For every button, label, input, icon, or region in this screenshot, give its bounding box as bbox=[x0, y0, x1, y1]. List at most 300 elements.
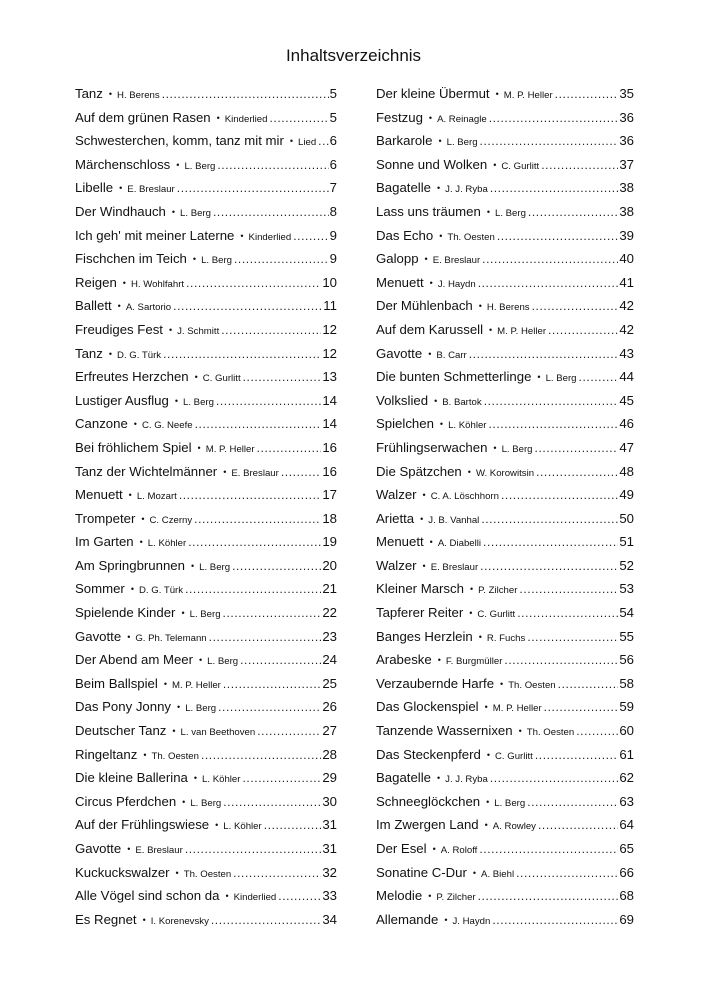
piece-title: Ballett bbox=[75, 298, 112, 314]
dot-leader bbox=[544, 700, 619, 714]
toc-entry bbox=[75, 110, 337, 134]
dot-leader bbox=[162, 87, 329, 101]
dot-leader bbox=[480, 559, 618, 573]
toc-entry bbox=[75, 157, 337, 181]
piece-title: Der Esel bbox=[376, 841, 427, 856]
page-number: 31 bbox=[322, 841, 337, 856]
page-number: 48 bbox=[619, 463, 634, 479]
toc-entry bbox=[75, 723, 337, 747]
piece-title: Sonatine C-Dur bbox=[376, 864, 467, 880]
composer-name: F. Burgmüller bbox=[445, 656, 503, 668]
page-number: 39 bbox=[619, 227, 634, 243]
composer-name: J. B. Vanhal bbox=[428, 514, 480, 526]
dot-leader bbox=[179, 488, 322, 502]
bullet-separator: • bbox=[194, 372, 198, 383]
piece-title: Bagatelle bbox=[376, 180, 431, 196]
composer-name: M. P. Heller bbox=[171, 679, 221, 691]
bullet-separator: • bbox=[216, 112, 220, 123]
piece-title: Verzaubernde Harfe bbox=[376, 675, 495, 691]
composer-name: E. Breslaur bbox=[135, 845, 183, 856]
bullet-separator: • bbox=[175, 867, 179, 878]
piece-title: Melodie bbox=[376, 888, 423, 904]
bullet-separator: • bbox=[225, 891, 229, 902]
bullet-separator: • bbox=[139, 537, 143, 548]
composer-name: C. Gurlitt bbox=[477, 609, 516, 621]
piece-title: Tanz der Wichtelmänner bbox=[75, 463, 218, 479]
page-number: 66 bbox=[619, 864, 634, 880]
page-number: 6 bbox=[329, 133, 337, 149]
dot-leader bbox=[163, 347, 321, 361]
composer-name: A. Reinagle bbox=[437, 113, 487, 125]
composer-name: L. Köhler bbox=[448, 420, 487, 432]
toc-entry bbox=[376, 605, 634, 629]
piece-title: Bei fröhlichem Spiel bbox=[75, 439, 192, 455]
toc-entry bbox=[376, 487, 634, 511]
piece-title: Lustiger Ausflug bbox=[75, 392, 169, 408]
piece-title: Arabeske bbox=[376, 652, 432, 668]
piece-title: Ich geh' mit meiner Laterne bbox=[75, 227, 235, 243]
toc-entry bbox=[376, 817, 634, 841]
bullet-separator: • bbox=[467, 466, 471, 477]
piece-title: Kleiner Marsch bbox=[376, 581, 464, 597]
toc-entry bbox=[376, 157, 634, 181]
composer-name: Kinderlied bbox=[224, 113, 268, 125]
toc-entry bbox=[376, 416, 634, 440]
page-number: 36 bbox=[619, 133, 634, 149]
dot-leader bbox=[281, 465, 322, 479]
dot-leader bbox=[527, 795, 618, 809]
page-number: 38 bbox=[619, 180, 634, 196]
composer-name: Th. Oesten bbox=[508, 679, 556, 691]
piece-title: Barkarole bbox=[376, 133, 433, 149]
bullet-separator: • bbox=[434, 395, 438, 406]
composer-name: B. Bartok bbox=[442, 396, 482, 408]
composer-name: B. Carr bbox=[436, 349, 467, 361]
piece-title: Tanz bbox=[75, 345, 103, 361]
toc-entry bbox=[376, 322, 634, 346]
bullet-separator: • bbox=[439, 230, 443, 241]
bullet-separator: • bbox=[437, 655, 441, 666]
dot-leader bbox=[278, 889, 321, 903]
composer-name: J. Haydn bbox=[452, 915, 491, 927]
bullet-separator: • bbox=[486, 796, 490, 807]
piece-title: Erfreutes Herzchen bbox=[75, 369, 189, 385]
piece-title: Sonne und Wolken bbox=[376, 156, 488, 172]
bullet-separator: • bbox=[181, 608, 185, 619]
toc-entry bbox=[376, 723, 634, 747]
piece-title: Walzer bbox=[376, 557, 417, 573]
bullet-separator: • bbox=[172, 726, 176, 737]
dot-leader bbox=[188, 535, 321, 549]
piece-title: Die kleine Ballerina bbox=[75, 770, 188, 786]
dot-leader bbox=[213, 205, 329, 219]
dot-leader bbox=[257, 724, 321, 738]
page-number: 40 bbox=[619, 251, 634, 267]
piece-title: Im Zwergen Land bbox=[376, 817, 479, 833]
page-number: 61 bbox=[619, 746, 634, 762]
bullet-separator: • bbox=[289, 136, 294, 147]
piece-title: Gavotte bbox=[376, 345, 423, 361]
page-number: 24 bbox=[322, 652, 337, 668]
toc-entry bbox=[376, 676, 634, 700]
bullet-separator: • bbox=[199, 655, 203, 666]
bullet-separator: • bbox=[240, 230, 244, 241]
page-number: 42 bbox=[619, 298, 634, 314]
toc-left-column bbox=[75, 86, 337, 935]
bullet-separator: • bbox=[484, 820, 488, 831]
piece-title: Schneeglöckchen bbox=[376, 793, 481, 809]
toc-entry bbox=[376, 393, 634, 417]
piece-title: Auf dem grünen Rasen bbox=[75, 109, 211, 125]
composer-name: E. Breslaur bbox=[231, 467, 279, 479]
bullet-separator: • bbox=[141, 513, 145, 524]
dot-leader bbox=[218, 700, 321, 714]
dot-leader bbox=[232, 559, 321, 573]
composer-name: J. J. Ryba bbox=[445, 774, 488, 786]
page-number: 37 bbox=[619, 156, 634, 172]
page-number: 55 bbox=[619, 628, 634, 644]
piece-title: Banges Herzlein bbox=[376, 628, 473, 644]
piece-title: Kuckuckswalzer bbox=[75, 864, 170, 880]
composer-name: P. Zilcher bbox=[478, 585, 518, 597]
composer-name: E. Breslaur bbox=[430, 561, 479, 573]
dot-leader bbox=[488, 417, 618, 431]
toc-entry bbox=[75, 865, 337, 889]
dot-leader bbox=[576, 724, 618, 738]
piece-title: Menuett bbox=[376, 274, 424, 290]
page-number: 26 bbox=[322, 699, 337, 715]
dot-leader bbox=[555, 87, 619, 101]
bullet-separator: • bbox=[422, 490, 426, 501]
bullet-separator: • bbox=[422, 560, 426, 571]
piece-title: Ringeltanz bbox=[75, 746, 138, 762]
composer-name: M. P. Heller bbox=[205, 443, 255, 455]
composer-name: A. Roloff bbox=[440, 845, 478, 856]
dot-leader bbox=[209, 630, 322, 644]
composer-name: C. Gurlitt bbox=[501, 160, 540, 172]
page-number: 62 bbox=[619, 770, 634, 786]
bullet-separator: • bbox=[495, 89, 499, 99]
dot-leader bbox=[497, 229, 619, 243]
toc-entry bbox=[75, 416, 337, 440]
composer-name: P. Zilcher bbox=[436, 892, 476, 904]
bullet-separator: • bbox=[478, 631, 482, 642]
dot-leader bbox=[481, 512, 618, 526]
composer-name: E. Breslaur bbox=[432, 255, 481, 267]
page-number: 6 bbox=[329, 156, 337, 172]
bullet-separator: • bbox=[190, 560, 195, 571]
piece-title: Gavotte bbox=[75, 628, 122, 644]
bullet-separator: • bbox=[171, 206, 176, 217]
composer-name: L. Berg bbox=[183, 396, 214, 408]
toc-entry bbox=[75, 534, 337, 558]
piece-title: Gavotte bbox=[75, 841, 122, 856]
dot-leader bbox=[479, 842, 618, 856]
composer-name: A. Diabelli bbox=[437, 538, 482, 550]
dot-leader bbox=[504, 653, 618, 667]
piece-title: Allemande bbox=[376, 911, 439, 927]
piece-title: Schwesterchen, komm, tanz mit mir bbox=[75, 133, 284, 149]
toc-entry bbox=[75, 440, 337, 464]
bullet-separator: • bbox=[143, 749, 147, 760]
page-number: 21 bbox=[322, 581, 337, 597]
page-number: 50 bbox=[619, 510, 634, 526]
piece-title: Freudiges Fest bbox=[75, 321, 163, 337]
composer-name: L. Berg bbox=[446, 137, 478, 149]
toc-entry bbox=[376, 511, 634, 535]
page-number: 9 bbox=[329, 227, 337, 243]
toc-entry bbox=[376, 228, 634, 252]
page-number: 19 bbox=[322, 534, 337, 550]
bullet-separator: • bbox=[438, 136, 442, 147]
composer-name: L. Berg bbox=[199, 561, 231, 573]
page-number: 38 bbox=[619, 203, 634, 219]
piece-title: Tanzende Wassernixen bbox=[376, 723, 513, 739]
composer-name: M. P. Heller bbox=[503, 90, 553, 101]
bullet-separator: • bbox=[486, 206, 490, 217]
dot-leader bbox=[517, 606, 618, 620]
toc-entry bbox=[376, 699, 634, 723]
toc-entry bbox=[376, 180, 634, 204]
bullet-separator: • bbox=[193, 773, 198, 784]
piece-title: Tapferer Reiter bbox=[376, 605, 464, 621]
toc-entry bbox=[75, 676, 337, 700]
toc-entry bbox=[376, 440, 634, 464]
toc-entry bbox=[376, 629, 634, 653]
bullet-separator: • bbox=[424, 254, 428, 265]
piece-title: Sommer bbox=[75, 581, 125, 597]
page-number: 35 bbox=[619, 86, 634, 101]
toc-entry bbox=[75, 204, 337, 228]
toc-entry bbox=[75, 511, 337, 535]
page-number: 5 bbox=[329, 86, 337, 101]
dot-leader bbox=[185, 582, 321, 596]
toc-entry bbox=[376, 558, 634, 582]
page-number: 51 bbox=[619, 534, 634, 550]
piece-title: Frühlingserwachen bbox=[376, 439, 488, 455]
page-number: 58 bbox=[619, 675, 634, 691]
toc-entry bbox=[376, 110, 634, 134]
page-number: 5 bbox=[329, 109, 337, 125]
dot-leader bbox=[242, 771, 321, 785]
bullet-separator: • bbox=[444, 914, 448, 925]
composer-name: L. Berg bbox=[189, 609, 221, 621]
bullet-separator: • bbox=[133, 419, 137, 430]
page-number: 59 bbox=[619, 699, 634, 715]
page-number: 9 bbox=[329, 251, 337, 267]
bullet-separator: • bbox=[215, 820, 219, 831]
toc-right-column bbox=[376, 86, 634, 935]
toc-entry bbox=[376, 794, 634, 818]
bullet-separator: • bbox=[192, 254, 197, 265]
composer-name: R. Fuchs bbox=[486, 632, 526, 644]
toc-entry bbox=[75, 464, 337, 488]
dot-leader bbox=[492, 913, 618, 927]
composer-name: J. Schmitt bbox=[177, 325, 220, 337]
dot-leader bbox=[264, 818, 322, 832]
piece-title: Am Springbrunnen bbox=[75, 557, 185, 573]
composer-name: Th. Oesten bbox=[526, 727, 575, 739]
page-number: 65 bbox=[619, 841, 634, 856]
bullet-separator: • bbox=[429, 277, 433, 288]
page-number: 17 bbox=[322, 487, 337, 503]
piece-title: Arietta bbox=[376, 510, 415, 526]
bullet-separator: • bbox=[168, 324, 173, 335]
page-number: 64 bbox=[619, 817, 634, 833]
page-number: 45 bbox=[619, 392, 634, 408]
bullet-separator: • bbox=[489, 324, 493, 335]
page-number: 8 bbox=[329, 203, 337, 219]
bullet-separator: • bbox=[428, 891, 432, 902]
bullet-separator: • bbox=[429, 537, 433, 548]
dot-leader bbox=[541, 158, 618, 172]
page-number: 47 bbox=[619, 439, 634, 455]
bullet-separator: • bbox=[176, 159, 180, 170]
piece-title: Bagatelle bbox=[376, 770, 431, 786]
toc-entry bbox=[75, 133, 337, 157]
composer-name: H. Berens bbox=[117, 90, 160, 101]
dot-leader bbox=[177, 181, 329, 195]
toc-entry bbox=[75, 180, 337, 204]
page-number: 36 bbox=[619, 109, 634, 125]
composer-name: A. Rowley bbox=[492, 821, 536, 833]
dot-leader bbox=[243, 370, 322, 384]
toc-entry bbox=[376, 464, 634, 488]
bullet-separator: • bbox=[478, 301, 482, 312]
piece-title: Festzug bbox=[376, 109, 423, 125]
composer-name: L. van Beethoven bbox=[180, 727, 256, 739]
dot-leader bbox=[257, 441, 322, 455]
toc-entry bbox=[376, 534, 634, 558]
page-number: 13 bbox=[322, 369, 337, 385]
dot-leader bbox=[538, 818, 618, 832]
bullet-separator: • bbox=[484, 702, 488, 713]
toc-entry bbox=[75, 652, 337, 676]
toc-entry bbox=[376, 652, 634, 676]
toc-entry bbox=[75, 228, 337, 252]
toc-entry bbox=[75, 369, 337, 393]
dot-leader bbox=[478, 276, 619, 290]
toc-entry bbox=[75, 251, 337, 275]
composer-name: C. A. Löschhorn bbox=[430, 491, 499, 503]
toc-entry bbox=[75, 629, 337, 653]
dot-leader bbox=[223, 677, 321, 691]
composer-name: L. Köhler bbox=[147, 538, 187, 550]
toc-entry bbox=[75, 605, 337, 629]
composer-name: L. Köhler bbox=[223, 821, 262, 833]
bullet-separator: • bbox=[493, 442, 497, 453]
composer-name: L. Berg bbox=[494, 207, 526, 219]
bullet-separator: • bbox=[493, 159, 497, 170]
bullet-separator: • bbox=[108, 89, 113, 99]
bullet-separator: • bbox=[108, 348, 113, 359]
dot-leader bbox=[223, 606, 322, 620]
composer-name: A. Sartorio bbox=[125, 302, 172, 314]
bullet-separator: • bbox=[182, 796, 186, 807]
page-number: 32 bbox=[322, 864, 337, 880]
composer-name: G. Ph. Telemann bbox=[135, 632, 207, 644]
composer-name: H. Berens bbox=[486, 302, 530, 314]
toc-entry bbox=[376, 275, 634, 299]
composer-name: L. Berg bbox=[201, 255, 232, 267]
page-number: 33 bbox=[322, 888, 337, 904]
toc-entry bbox=[75, 275, 337, 299]
dot-leader bbox=[478, 889, 619, 903]
toc-entry bbox=[376, 912, 634, 936]
piece-title: Alle Vögel sind schon da bbox=[75, 888, 220, 904]
bullet-separator: • bbox=[469, 584, 474, 595]
dot-leader bbox=[558, 677, 619, 691]
piece-title: Walzer bbox=[376, 487, 417, 503]
piece-title: Spielchen bbox=[376, 416, 434, 432]
dot-leader bbox=[186, 276, 321, 290]
composer-name: J. J. Ryba bbox=[445, 184, 488, 196]
page-number: 41 bbox=[619, 274, 634, 290]
piece-title: Volkslied bbox=[376, 392, 429, 408]
page-title: Inhaltsverzeichnis bbox=[285, 46, 422, 65]
bullet-separator: • bbox=[122, 277, 126, 288]
bullet-separator: • bbox=[500, 678, 504, 689]
dot-leader bbox=[293, 229, 328, 243]
piece-title: Es Regnet bbox=[75, 911, 137, 927]
page-number: 10 bbox=[322, 274, 337, 290]
page-number: 56 bbox=[619, 652, 634, 668]
dot-leader bbox=[548, 323, 618, 337]
bullet-separator: • bbox=[163, 678, 167, 689]
composer-name: L. Berg bbox=[180, 207, 211, 219]
dot-leader bbox=[195, 417, 322, 431]
bullet-separator: • bbox=[174, 395, 178, 406]
toc-entry bbox=[376, 251, 634, 275]
dot-leader bbox=[216, 394, 321, 408]
piece-title: Beim Ballspiel bbox=[75, 675, 158, 691]
page-number: 14 bbox=[322, 416, 337, 432]
composer-name: Th. Oesten bbox=[447, 231, 495, 243]
toc-entry bbox=[75, 888, 337, 912]
toc-entry bbox=[376, 581, 634, 605]
toc-entry bbox=[376, 346, 634, 370]
composer-name: Th. Oesten bbox=[151, 750, 199, 762]
page-number: 22 bbox=[322, 605, 337, 621]
bullet-separator: • bbox=[469, 608, 473, 619]
piece-title: Deutscher Tanz bbox=[75, 723, 167, 739]
composer-name: D. G. Türk bbox=[138, 585, 184, 597]
toc-entry bbox=[376, 133, 634, 157]
composer-name: L. Mozart bbox=[136, 491, 177, 503]
page-number: 69 bbox=[619, 911, 634, 927]
bullet-separator: • bbox=[537, 372, 541, 383]
piece-title: Menuett bbox=[75, 487, 123, 503]
piece-title: Der Abend am Meer bbox=[75, 652, 194, 668]
page-number: 12 bbox=[322, 345, 337, 361]
piece-title: Reigen bbox=[75, 274, 117, 290]
composer-name: L. Berg bbox=[184, 160, 216, 172]
page-number: 49 bbox=[619, 487, 634, 503]
toc-entry bbox=[376, 298, 634, 322]
dot-leader bbox=[519, 582, 618, 596]
dot-leader bbox=[233, 866, 321, 880]
dot-leader bbox=[240, 653, 321, 667]
piece-title: Auf dem Karussell bbox=[376, 321, 484, 337]
dot-leader bbox=[535, 748, 618, 762]
composer-name: L. Berg bbox=[545, 373, 577, 385]
composer-name: C. Gurlitt bbox=[202, 373, 241, 385]
piece-title: Der Mühlenbach bbox=[376, 298, 473, 314]
toc-entry bbox=[75, 346, 337, 370]
piece-title: Spielende Kinder bbox=[75, 605, 176, 621]
bullet-separator: • bbox=[420, 513, 424, 524]
page-number: 42 bbox=[619, 321, 634, 337]
